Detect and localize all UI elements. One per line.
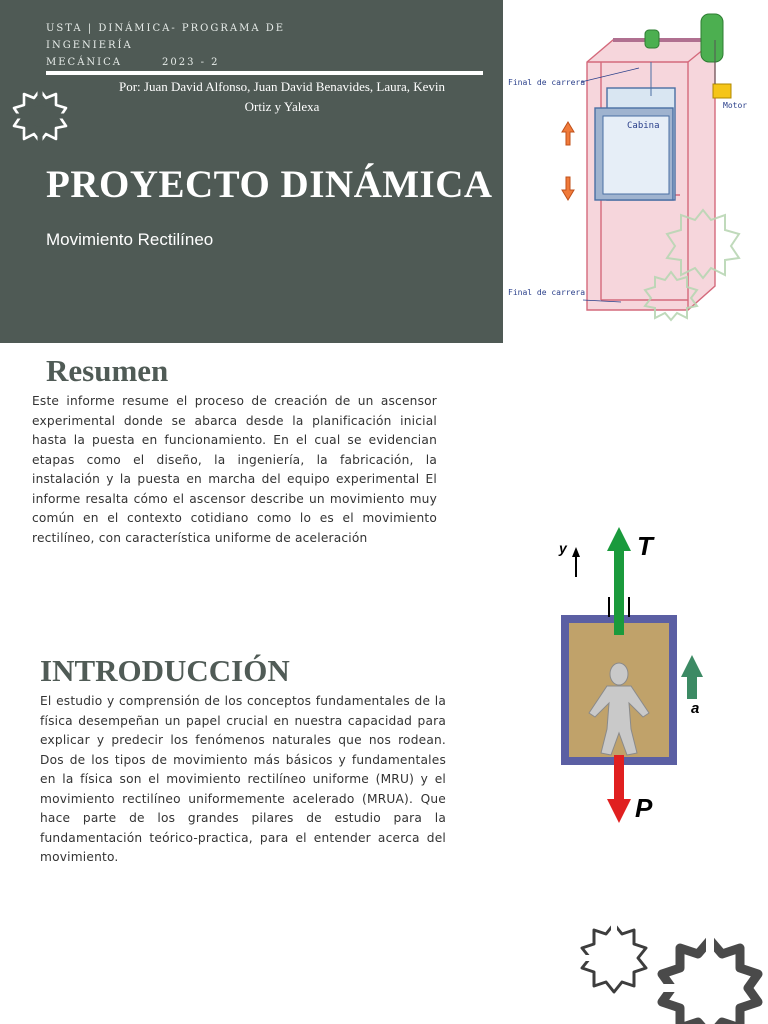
kicker-line1: USTA | DINÁMICA- PROGRAMA DE INGENIERÍA (46, 23, 286, 51)
program-kicker (46, 20, 376, 71)
introduccion-text: El estudio y comprensión de los conceptos fundamentales de la física desempeñan un papel crucial en nuestra capacidad para explicar y predecir los fenómenos naturales que nos rodean. Dos de los tipos de movimiento más básicos y fundamentales en la física son el movimiento rectilíneo uniforme (MRU) y el movimiento rectilíneo uniformemente acelerado (MRUA). Que hace parte de los grandes pilares de estudio para la fundamentación teórico-practica, para el entender acerca del movimiento. (40, 694, 446, 864)
label-tension: T (637, 531, 653, 561)
label-bottom-stop: Final de carrera (508, 288, 586, 297)
label-y: y (559, 540, 567, 556)
label-accel: a (691, 700, 700, 717)
kicker-year: 2023 - 2 (162, 57, 220, 68)
page-title: PROYECTO DINÁMICA (46, 163, 493, 206)
resumen-text: Este informe resume el proceso de creación de un ascensor experimental donde se abarca desde la planificación inicial hasta la puesta en funcionamiento. En el cual se evidencian etapas como el diseño, la ingeniería, la fabricación, la instalación y la puesta en marcha del equipo experimental El informe resalta cómo el ascensor describe un movimiento muy común en el contexto cotidiano como lo es el movimiento rectilíneo, con característica uniforme de aceleración (32, 394, 437, 545)
introduccion-heading: INTRODUCCIÓN (40, 653, 290, 688)
label-cabin: Cabina (627, 121, 660, 131)
decorative-gears (570, 918, 768, 1024)
header-rule (46, 71, 483, 75)
page-subtitle: Movimiento Rectilíneo (46, 230, 214, 249)
label-weight: P (635, 793, 653, 823)
header-banner (0, 0, 503, 343)
kicker-line2: MECÁNICA (46, 57, 122, 68)
label-motor: Motor (723, 101, 748, 110)
resumen-heading: Resumen (46, 353, 169, 388)
label-top-stop: Final de carrera (508, 78, 586, 87)
authors: Por: Juan David Alfonso, Juan David Benavides, Laura, Kevin Ortiz y Yalexa (118, 79, 446, 114)
elevator-schematic (503, 10, 758, 344)
free-body-diagram (553, 525, 713, 830)
gear-logo-icon (8, 86, 72, 146)
